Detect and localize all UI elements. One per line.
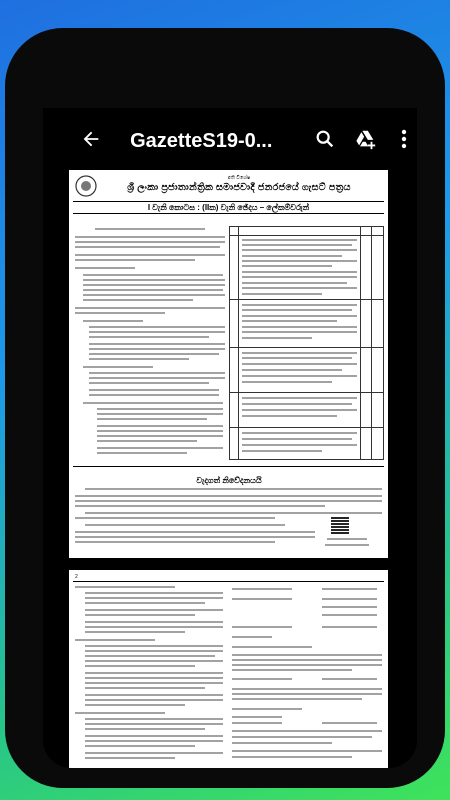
back-button[interactable] [69,119,112,163]
notice-heading: වැදගත් නිවේදනයයි [196,476,262,485]
pdf-page-2[interactable] [69,570,388,768]
gazette-header-title: ශ්‍රී ලංකා ප්‍රජාතාන්ත්‍රික සමාජවාදී ජනරජයේ ගැසට් පත්‍රය [127,182,351,193]
pdf-page-1[interactable] [69,170,388,558]
top-app-bar [43,108,417,174]
notice-divider [73,466,384,467]
left-column-text [75,226,225,456]
document-title: GazetteS19-0... [130,129,273,152]
phone-frame [5,28,445,788]
signature-line [327,538,367,540]
add-to-drive-button[interactable] [348,119,383,163]
page-2-left-column [75,586,225,766]
search-button[interactable] [307,119,342,163]
gazette-header-top: අති විශේෂ [227,175,251,181]
gazette-part-band [73,201,384,214]
qr-code-icon [331,516,349,534]
more-options-button[interactable] [392,119,417,163]
search-icon [314,128,336,155]
gazette-part-label: I වැනි කොටස : (IIක) වැනි ඡේදය – ලේකම්වරුන් [147,203,310,212]
drive-add-icon [355,128,377,155]
sri-lanka-emblem-icon [75,174,97,198]
more-vert-icon [401,129,407,154]
arrow-left-icon [80,128,102,155]
page-number: 2 [75,574,78,580]
page-2-right-column [232,586,382,766]
app-screen [43,108,417,768]
criteria-table [229,226,384,460]
